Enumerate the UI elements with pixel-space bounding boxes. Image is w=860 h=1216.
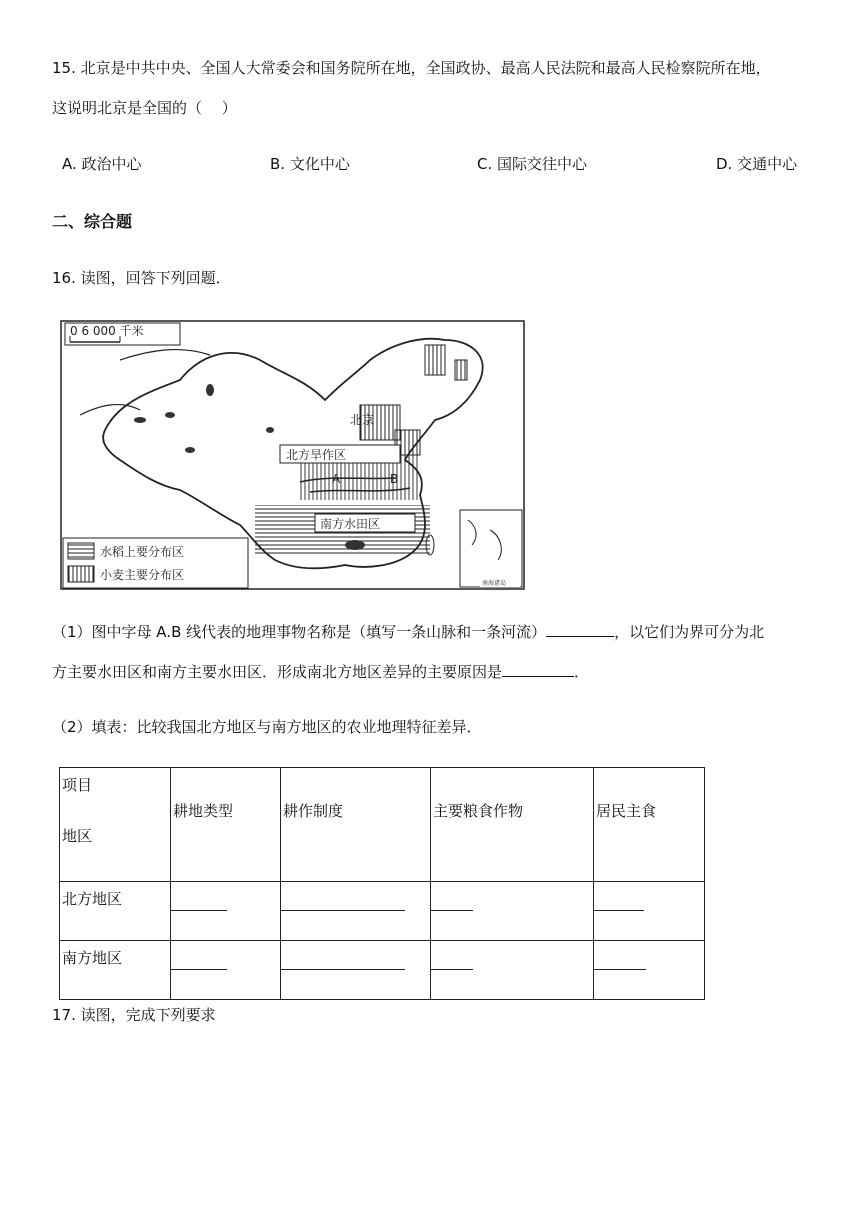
q16-part1-line1: （1）图中字母 A.B 线代表的地理事物名称是（填写一条山脉和一条河流） ，以它们为界可分为北 — [52, 623, 765, 641]
table-cell[interactable] — [431, 882, 594, 941]
q17-stem: 17. 读图，完成下列要求 — [52, 1006, 216, 1024]
map-legend — [63, 538, 248, 588]
q15-option-a[interactable]: A. 政治中心 — [62, 155, 142, 173]
table-row-label: 北方地区 — [60, 882, 171, 941]
table-row-label: 南方地区 — [60, 941, 171, 1000]
answer-blank[interactable] — [502, 662, 574, 677]
north-zone-label: 北方旱作区 — [286, 448, 347, 462]
letter-b: B — [390, 472, 399, 486]
table-cell[interactable] — [171, 882, 281, 941]
q16-part1-line2: 方主要水田区和南方主要水田区．形成南北方地区差异的主要原因是 ． — [52, 663, 590, 681]
q15-option-b[interactable]: B. 文化中心 — [270, 155, 350, 173]
scale-bar — [65, 323, 180, 345]
q16-stem: 16. 读图，回答下列回题． — [52, 269, 231, 287]
south-zone-label: 南方水田区 — [320, 517, 381, 531]
legend-wheat: 小麦主要分布区 — [100, 568, 185, 582]
q15-stem-line2: 这说明北京是全国的（ ） — [52, 99, 237, 117]
comparison-table — [59, 767, 705, 1000]
table-cell[interactable] — [281, 941, 431, 1000]
q15-stem-line1: 15. 北京是中共中央、全国人大常委会和国务院所在地，全国政协、最高人民法院和最高人民检察院所在地， — [52, 59, 771, 77]
table-header-col: 耕作制度 — [281, 768, 431, 882]
section-title: 二、综合题 — [52, 212, 133, 231]
q15-option-c[interactable]: C. 国际交往中心 — [477, 155, 588, 173]
table-cell[interactable] — [171, 941, 281, 1000]
svg-text:0 6 000 千米: 0 6 000 千米 — [70, 324, 144, 338]
table-header-col: 居民主食 — [594, 768, 705, 882]
table-header-col: 主要粮食作物 — [431, 768, 594, 882]
table-header-item-region: 项目 地区 — [60, 768, 171, 882]
table-cell[interactable] — [594, 882, 705, 941]
letter-a: A — [332, 472, 341, 486]
svg-text:南海诸岛: 南海诸岛 — [482, 580, 507, 587]
table-cell[interactable] — [594, 941, 705, 1000]
south-china-sea-inset — [460, 510, 522, 587]
beijing-label: 北京 — [350, 413, 375, 427]
table-cell[interactable] — [281, 882, 431, 941]
q16-part2-stem: （2）填表：比较我国北方地区与南方地区的农业地理特征差异． — [52, 718, 482, 736]
q15-option-d[interactable]: D. 交通中心 — [716, 155, 798, 173]
answer-blank[interactable] — [546, 622, 614, 637]
china-agriculture-map — [60, 320, 525, 590]
legend-rice: 水稻上要分布区 — [100, 545, 185, 559]
table-header-col: 耕地类型 — [171, 768, 281, 882]
table-cell[interactable] — [431, 941, 594, 1000]
